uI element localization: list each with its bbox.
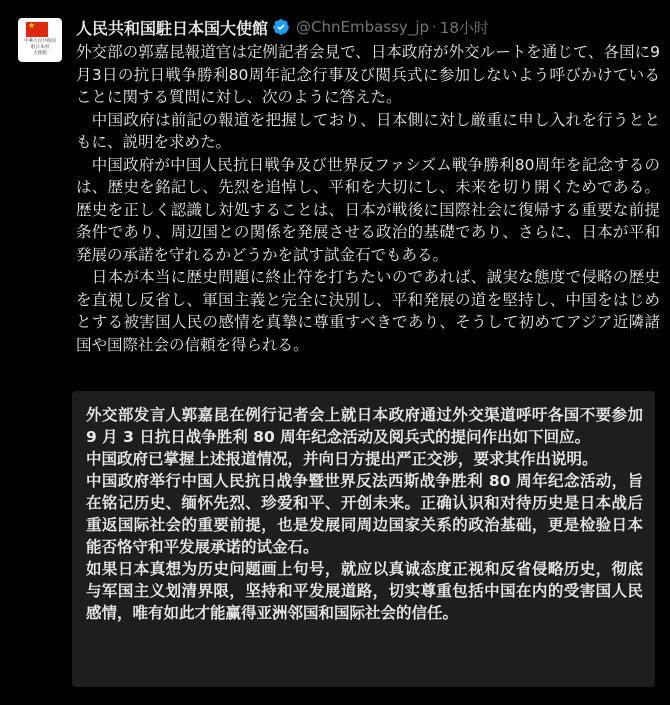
post-paragraph: 中国政府は前記の報道を把握しており、日本側に対し厳重に申し入れを行うとともに、説明を求めた。: [76, 110, 660, 151]
tweet-header: [76, 14, 489, 40]
post-paragraph: 外交部の郭嘉昆報道官は定例記者会見で、日本政府が外交ルートを通じて、各国に9月3日の抗日戦争勝利80周年記念行事及び閲兵式に参加しないよう呼びかけていることに関する質問に対し、次のように答えた。: [76, 43, 660, 106]
post-timestamp[interactable]: 18小时: [439, 18, 489, 37]
translation-paragraph: 中国政府已掌握上述报道情况，并向日方提出严正交涉，要求其作出说明。: [86, 450, 598, 468]
translation-paragraph: 外交部发言人郭嘉昆在例行记者会上就日本政府通过外交渠道呼吁各国不要参加 9 月 3 日抗日战争胜利 80 周年纪念活动及阅兵式的提问作出如下回应。: [86, 406, 643, 446]
verified-badge-icon[interactable]: [272, 18, 290, 36]
translation-box: [72, 391, 655, 687]
flag-star-icon: ★: [28, 21, 36, 30]
avatar[interactable]: [18, 18, 62, 62]
translation-paragraph: 中国政府举行中国人民抗日战争暨世界反法西斯战争胜利 80 周年纪念活动，旨在铭记历史、缅怀先烈、珍爱和平、开创未来。正确认识和对待历史是日本战后重返国际社会的重要前提，也是发展同周边国家关系的政治基础，更是检验日本能否恪守和平发展承诺的试金石。: [86, 472, 643, 556]
translation-text: [86, 404, 643, 624]
post-paragraph: 日本が本当に歴史問題に終止符を打ちたいのであれば、誠実な態度で侵略の歴史を直視し反省し、軍国主義と完全に決別し、平和発展の道を堅持し、中国をはじめとする被害国人民の感情を真摯に尊重すべきであり、そうして初めてアジア近隣諸国や国際社会の信頼を得られる。: [76, 268, 660, 354]
translation-paragraph: 如果日本真想为历史问题画上句号，就应以真诚态度正视和反省侵略历史，彻底与军国主义划清界限，坚持和平发展道路，切实尊重包括中国在内的受害国人民感情，唯有如此才能赢得亚洲邻国和国际社会的信任。: [86, 560, 643, 622]
china-flag-icon: [26, 22, 48, 37]
post-text: [76, 41, 660, 356]
display-name[interactable]: 人民共和国駐日本国大使館: [76, 18, 269, 38]
account-handle[interactable]: @ChnEmbassy_jp: [296, 18, 430, 36]
post-paragraph: 中国政府が中国人民抗日戦争及び世界反ファシズム戦争勝利80周年を記念するのは、歴史を銘記し、先烈を追悼し、平和を大切にし、未来を切り開くためである。歴史を正しく認識し対処することは、日本が戦後に国際社会に復帰する重要な前提条件であり、周辺国との関係を発展させる政治的基礎であり、さらに、日本が平和発展の承諾を守れるかどうかを試す試金石でもある。: [76, 155, 660, 264]
separator-dot: ·: [432, 18, 437, 36]
avatar-label: 中華人民共和国 駐日本国 大使館: [24, 39, 56, 56]
